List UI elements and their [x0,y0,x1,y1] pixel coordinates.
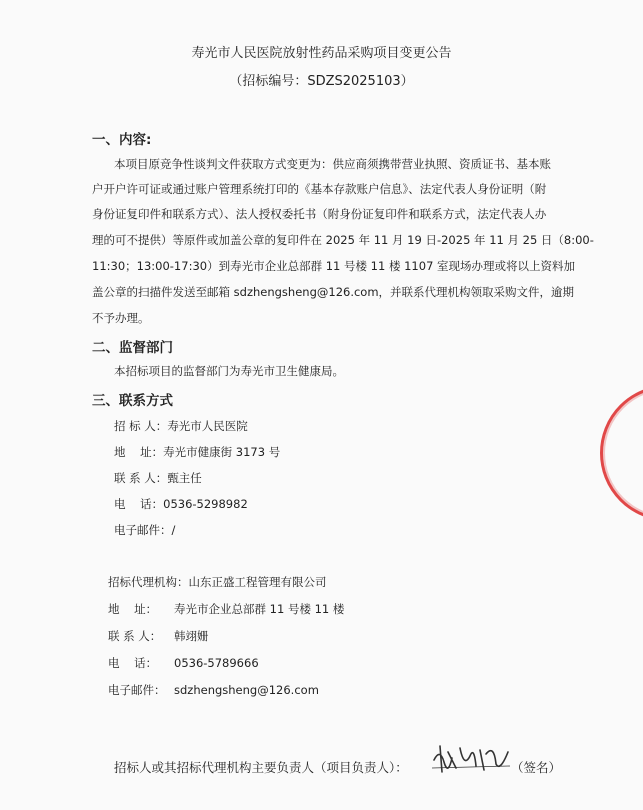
tenderer-phone: 0536-5298982 [163,497,248,511]
sec1-line: 理的可不提供）等原件或加盖公章的复印件在 2025 年 11 月 19 日-2025 年 11 月 25 日（8:00- [92,233,594,247]
sec1-line: 11:30；13:00-17:30）到寿光市企业总部群 11 号楼 11 楼 1107 室现场办理或将以上资料加 [92,259,576,273]
sec1-line: 本项目原竞争性谈判文件获取方式变更为：供应商须携带营业执照、资质证书、基本账 [114,157,551,171]
tenderer-address: 寿光市健康街 3173 号 [163,445,281,459]
agency-email-label: 电子邮件： [108,683,166,697]
agency-name-row [108,574,327,590]
agency-name: 山东正盛工程管理有限公司 [188,575,327,589]
sec1-line: 盖公章的扫描件发送至邮箱 sdzhengsheng@126.com，并联系代理机构领取采购文件，逾期 [92,285,575,299]
agency-address-label: 地 址： [108,602,158,616]
tenderer-name-label: 招 标 人： [114,419,168,433]
sec1-line: 户开户许可证或通过账户管理系统打印的《基本存款账户信息》、法定代表人身份证明（附 [92,182,547,196]
tenderer-address-row [114,444,280,460]
tenderer-name-row [114,418,248,434]
sec2-line: 本招标项目的监督部门为寿光市卫生健康局。 [114,364,344,378]
tenderer-contact-row [114,470,202,486]
sec1-line: 不予办理。 [92,311,150,325]
agency-phone: 0536-5789666 [174,656,259,670]
section-3-heading: 三、联系方式 [92,393,173,409]
tenderer-contact-label: 联 系 人： [114,471,168,485]
tenderer-contact: 甄主任 [167,471,202,485]
agency-contact-row [108,628,209,644]
agency-phone-row [108,655,259,671]
agency-name-label: 招标代理机构： [108,575,189,589]
handwritten-signature [430,738,514,778]
tender-number: （招标编号：SDZS2025103） [229,74,414,89]
section-1-heading: 一、内容: [92,132,152,148]
tenderer-email: / [171,523,176,537]
agency-address-row [108,601,344,617]
tenderer-address-label: 地 址： [114,445,164,459]
agency-email: sdzhengsheng@126.com [174,683,319,697]
agency-contact: 韩翊姗 [174,629,209,643]
agency-email-row [108,682,319,698]
tenderer-email-label: 电子邮件： [114,523,172,537]
signature-suffix: （签名） [511,760,562,775]
tenderer-name: 寿光市人民医院 [167,419,248,433]
section-2-heading: 二、监督部门 [92,340,173,356]
tenderer-email-row [114,522,175,538]
official-seal-stamp [600,385,643,521]
tenderer-phone-label: 电 话： [114,497,164,511]
sec1-line: 身份证复印件和联系方式）、法人授权委托书（附身份证复印件和联系方式，法定代表人办 [92,207,547,221]
agency-phone-label: 电 话： [108,656,158,670]
signature-label: 招标人或其招标代理机构主要负责人（项目负责人）： [114,760,408,775]
tenderer-phone-row [114,496,248,512]
agency-address: 寿光市企业总部群 11 号楼 11 楼 [174,602,345,616]
agency-contact-label: 联 系 人： [108,629,162,643]
page-title: 寿光市人民医院放射性药品采购项目变更公告 [191,46,452,61]
